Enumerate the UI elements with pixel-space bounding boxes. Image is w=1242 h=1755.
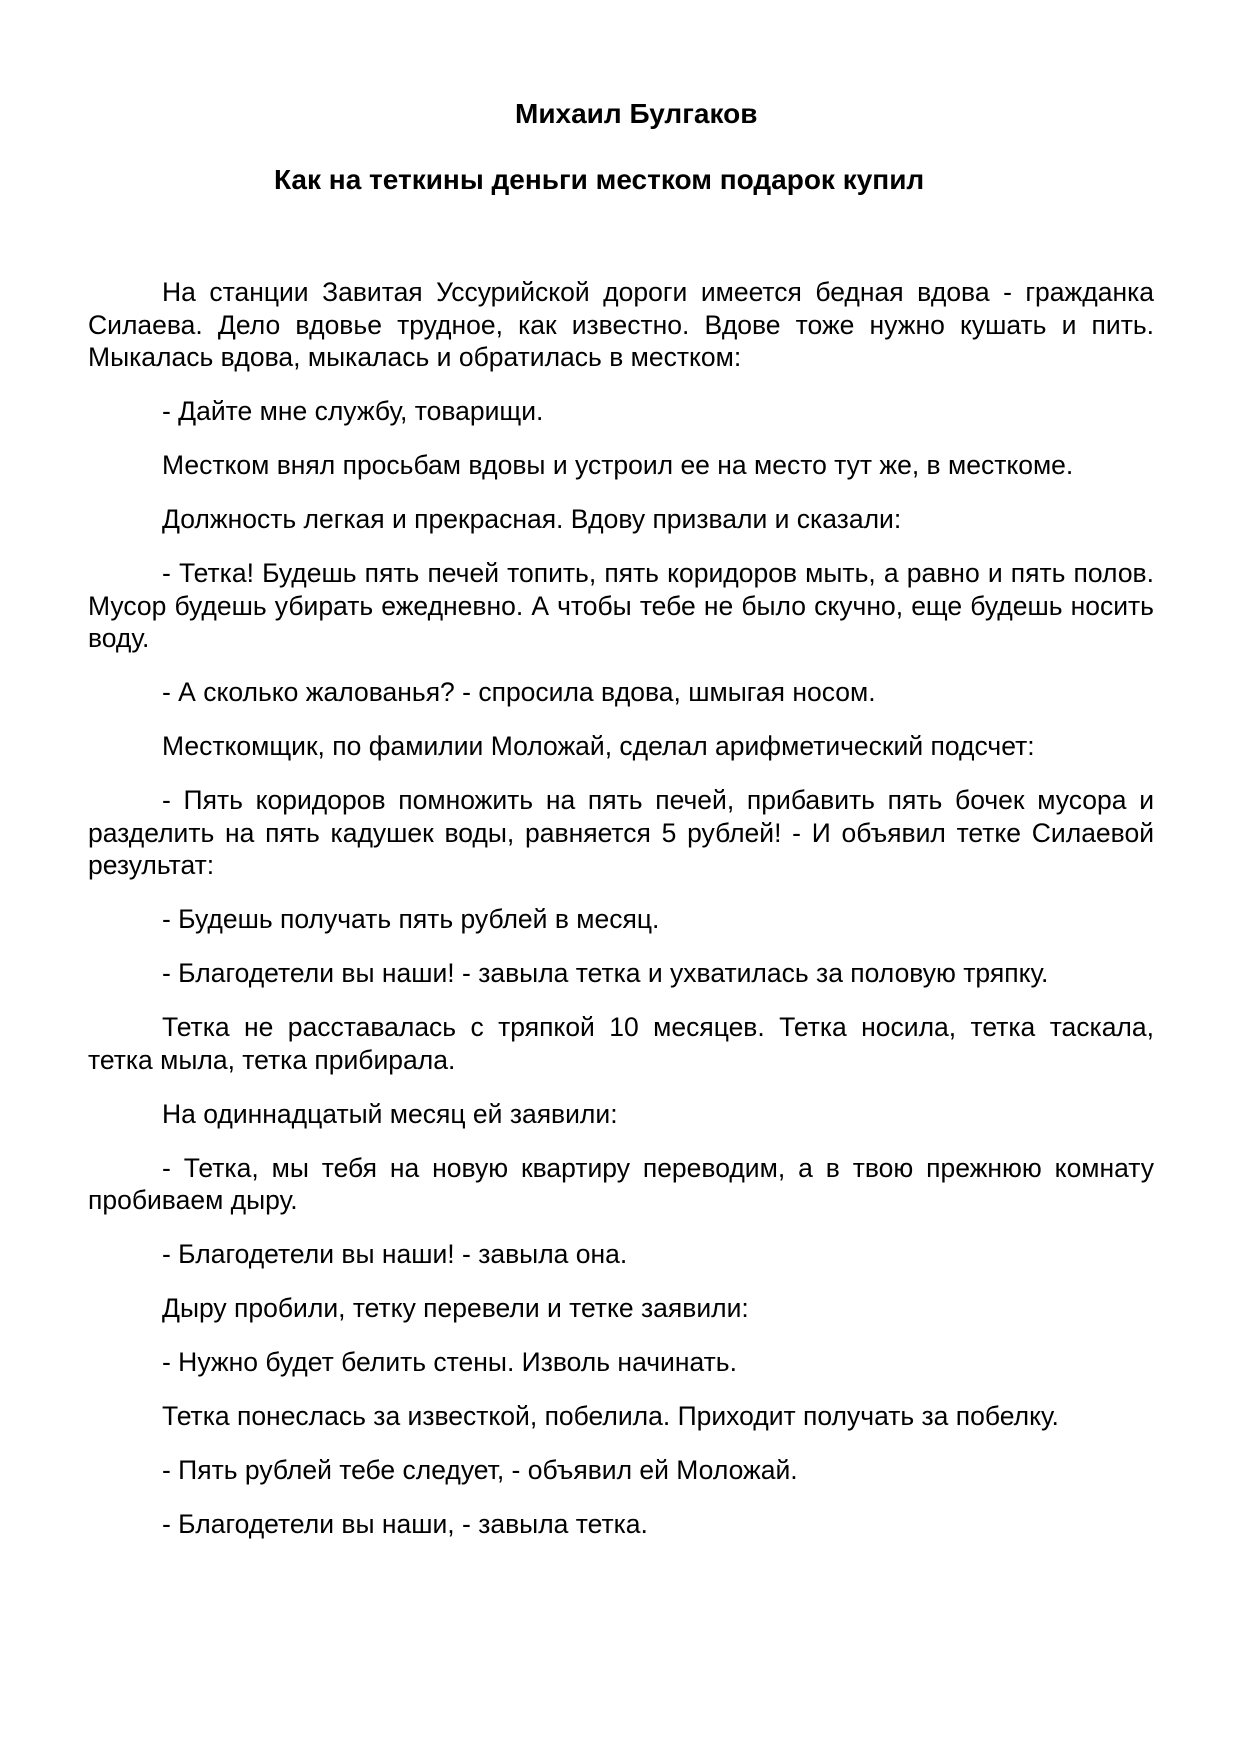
story-title: Как на теткины деньги местком подарок купил	[274, 164, 925, 195]
paragraph: - Благодетели вы наши! - завыла она.	[162, 1239, 628, 1269]
paragraph: - А сколько жалованья? - спросила вдова, шмыгая носом.	[162, 677, 876, 707]
paragraph: - Тетка, мы тебя на новую квартиру переводим, а в твою прежнюю комнату пробиваем дыру.	[88, 1152, 1154, 1215]
author-name: Михаил Булгаков	[515, 98, 758, 129]
paragraph: - Дайте мне службу, товарищи.	[162, 396, 544, 426]
paragraph: - Благодетели вы наши! - завыла тетка и ухватилась за половую тряпку.	[162, 958, 1049, 988]
paragraph: На станции Завитая Уссурийской дороги имеется бедная вдова - гражданка Силаева. Дело вдовье трудное, как известно. Вдове тоже нужно кушать и пить. Мыкалась вдова, мыкалась и обратилась в местком:	[88, 277, 1154, 372]
paragraph: - Тетка! Будешь пять печей топить, пять коридоров мыть, а равно и пять полов. Мусор будешь убирать ежедневно. А чтобы тебе не было скучно, еще будешь носить воду.	[88, 558, 1154, 653]
paragraph: Тетка понеслась за известкой, побелила. Приходит получать за побелку.	[162, 1401, 1059, 1431]
paragraph: - Пять коридоров помножить на пять печей, прибавить пять бочек мусора и разделить на пять кадушек воды, равняется 5 рублей! - И объявил тетке Силаевой результат:	[88, 785, 1154, 880]
paragraph: Должность легкая и прекрасная. Вдову призвали и сказали:	[162, 504, 902, 534]
paragraph: Дыру пробили, тетку перевели и тетке заявили:	[162, 1293, 749, 1323]
paragraph: - Благодетели вы наши, - завыла тетка.	[162, 1509, 648, 1539]
paragraph: Тетка не расставалась с тряпкой 10 месяцев. Тетка носила, тетка таскала, тетка мыла, тетка прибирала.	[88, 1012, 1154, 1075]
story-body	[88, 276, 1154, 1541]
paragraph: - Нужно будет белить стены. Изволь начинать.	[162, 1347, 737, 1377]
paragraph: Месткомщик, по фамилии Моложай, сделал арифметический подсчет:	[162, 731, 1035, 761]
paragraph: - Будешь получать пять рублей в месяц.	[162, 904, 660, 934]
document-page	[88, 96, 1154, 1562]
paragraph: - Пять рублей тебе следует, - объявил ей Моложай.	[162, 1455, 798, 1485]
paragraph: На одиннадцатый месяц ей заявили:	[162, 1098, 618, 1129]
paragraph: Местком внял просьбам вдовы и устроил ее на место тут же, в месткоме.	[162, 450, 1074, 480]
